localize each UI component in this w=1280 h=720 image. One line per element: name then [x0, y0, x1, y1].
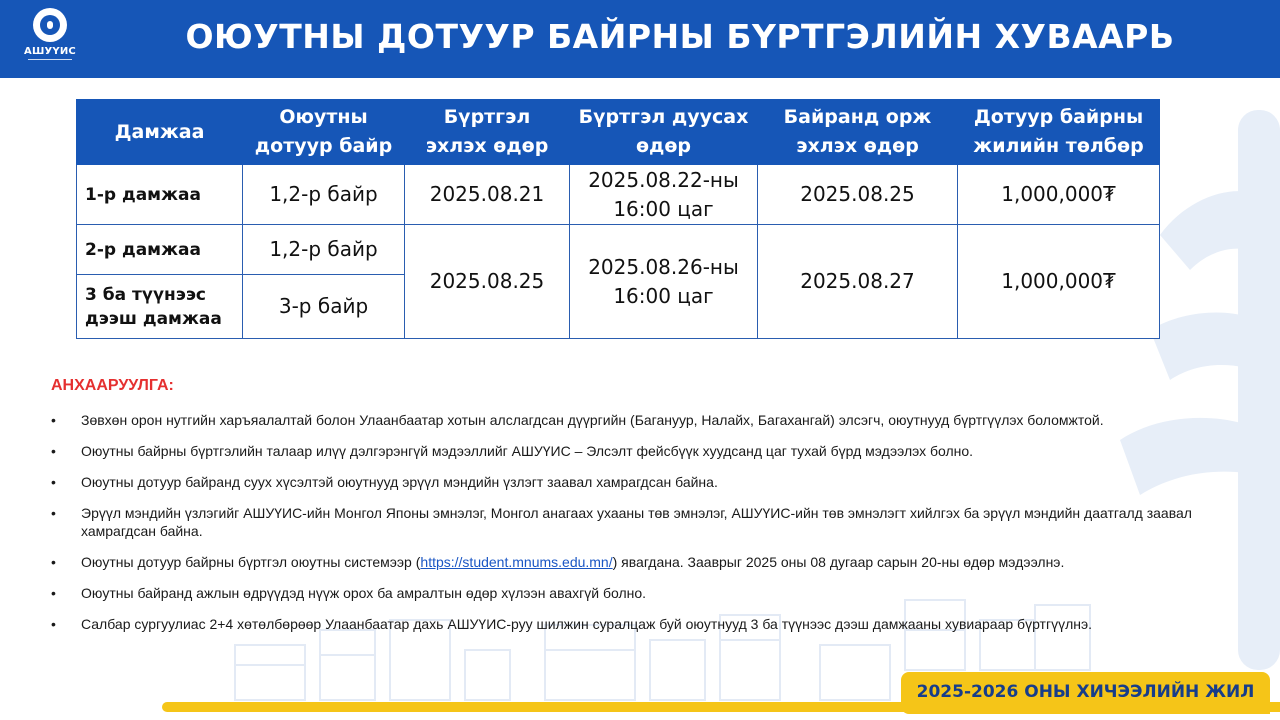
header-annual-fee: Дотуур байрны жилийн төлбөр: [958, 100, 1160, 165]
list-item: • Эрүүл мэндийн үзлэгийг АШУҮИС-ийн Монгол Японы эмнэлэг, Монгол анагаах ухааны төв эмнэлэг, АШУҮИС-ийн төв эмнэлэгт хийлгэх ба эрүүл мэндийн даатгалд заавал хамрагдсан байна.: [51, 504, 1251, 540]
academic-year-label: 2025-2026 ОНЫ ХИЧЭЭЛИЙН ЖИЛ: [916, 682, 1255, 702]
registration-start-cell: 2025.08.25: [405, 225, 570, 339]
table-row: [77, 225, 1160, 275]
course-cell: 3 ба түүнээс дээш дамжаа: [77, 275, 243, 339]
page-title: ОЮУТНЫ ДОТУУР БАЙРНЫ БҮРТГЭЛИЙН ХУВААРЬ: [185, 17, 1175, 56]
item-text: Оюутны дотуур байрны бүртгэл оюутны системээр (: [81, 554, 421, 570]
notice-list: [51, 411, 1251, 646]
list-item: [51, 553, 1251, 571]
list-item: • Оюутны байранд ажлын өдрүүдэд нүүж орох ба амралтын өдөр хүлээн авахгүй болно.: [51, 584, 1251, 602]
list-item: • Зөвхөн орон нутгийн харъяалалтай болон Улаанбаатар хотын алслагдсан дүүргийн (Багануур, Налайх, Багахангай) элсэгч, оюутнууд бүртгүүлэх боломжтой.: [51, 411, 1251, 429]
move-in-cell: 2025.08.25: [758, 165, 958, 225]
registration-end-cell: 2025.08.22-ны 16:00 цаг: [570, 165, 758, 225]
header-registration-start: Бүртгэл эхлэх өдөр: [405, 100, 570, 165]
move-in-cell: 2025.08.27: [758, 225, 958, 339]
header-course: Дамжаа: [77, 100, 243, 165]
table-header-row: [77, 100, 1160, 165]
dorm-cell: 3-р байр: [243, 275, 405, 339]
logo-emblem-icon: [33, 8, 67, 42]
course-cell: 1-р дамжаа: [77, 165, 243, 225]
list-item: • Оюутны дотуур байранд суух хүсэлтэй оюутнууд эрүүл мэндийн үзлэгт заавал хамрагдсан байна.: [51, 473, 1251, 491]
list-item: • Салбар сургуулиас 2+4 хөтөлбөрөөр Улаанбаатар дахь АШУҮИС-руу шилжин суралцаж буй оюутнууд 3 ба түүнээс дээш дамжааны хувиараар бүртгүүлнэ.: [51, 615, 1251, 633]
student-system-link[interactable]: https://student.mnums.edu.mn/: [420, 554, 613, 570]
dorm-cell: 1,2-р байр: [243, 165, 405, 225]
list-item: • Оюутны байрны бүртгэлийн талаар илүү дэлгэрэнгүй мэдээллийг АШУҮИС – Элсэлт фейсбүүк хуудсанд цаг тухай бүрд мэдээлэх болно.: [51, 442, 1251, 460]
academic-year-badge: [901, 672, 1270, 714]
university-logo: [22, 8, 78, 70]
course-cell: 2-р дамжаа: [77, 225, 243, 275]
registration-start-cell: 2025.08.21: [405, 165, 570, 225]
item-text: ) явагдана. Зааврыг 2025 оны 08 дугаар сарын 20-ны өдөр мэдээлнэ.: [612, 554, 1065, 570]
dorm-cell: 1,2-р байр: [243, 225, 405, 275]
notice-title: АНХААРУУЛГА:: [51, 377, 174, 394]
logo-text: АШУҮИС: [24, 46, 76, 57]
registration-end-cell: 2025.08.26-ны 16:00 цаг: [570, 225, 758, 339]
header-dorm: Оюутны дотуур байр: [243, 100, 405, 165]
fee-cell: 1,000,000₮: [958, 225, 1160, 339]
logo-underline: [28, 59, 72, 60]
registration-schedule-table: [76, 99, 1160, 339]
header-bar: [0, 0, 1280, 78]
table-row: [77, 165, 1160, 225]
header-registration-end: Бүртгэл дуусах өдөр: [570, 100, 758, 165]
header-move-in-date: Байранд орж эхлэх өдөр: [758, 100, 958, 165]
fee-cell: 1,000,000₮: [958, 165, 1160, 225]
